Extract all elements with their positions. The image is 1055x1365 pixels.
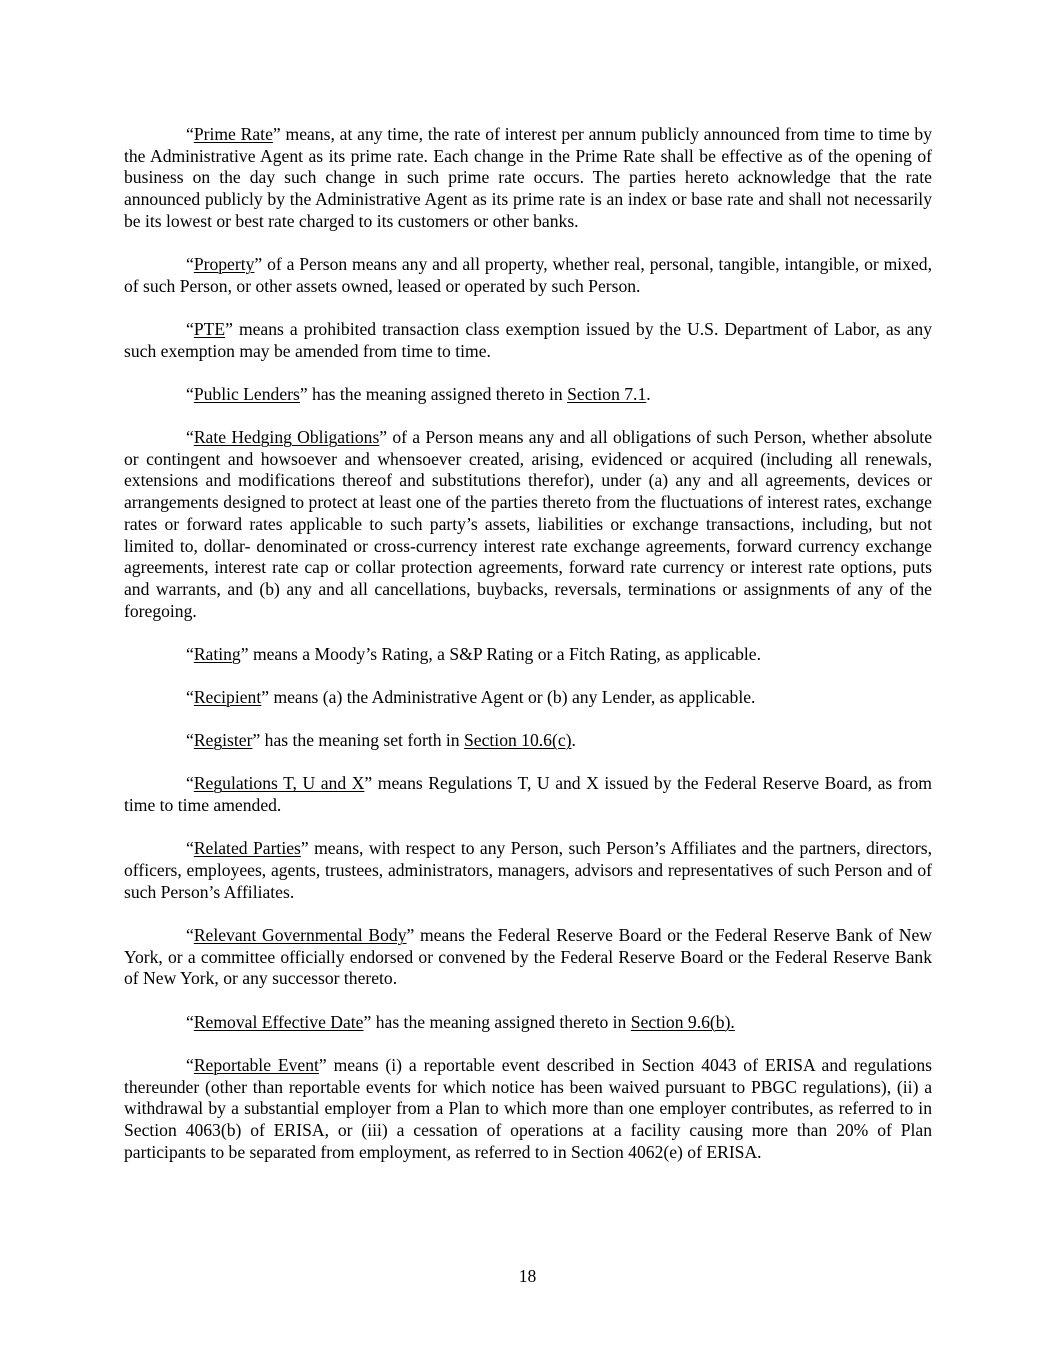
defined-term: Regulations T, U and X (193, 773, 365, 794)
defined-term: Recipient (193, 687, 262, 708)
definition-text: ” means (i) a reportable event described in Section 4043 of ERISA and regulations thereunder (other than reportable events for which notice has been waived pursuant to PBGC regulations), (ii) a withdrawal by a substantial employer from a Plan to which more than one employer contributes, as referred to in Section 4063(b) of ERISA, or (iii) a cessation of operations at a facility causing more than 20% of Plan participants to be separated from employment, as referred to in Section 4062(e) of ERISA. (124, 1054, 932, 1162)
section-reference: Section 7.1 (567, 383, 647, 404)
definition-rate-hedging-obligations: “Rate Hedging Obligations” of a Person means any and all obligations of such Person, whether absolute or contingent and howsoever and whensoever created, arising, evidenced or acquired (including all renewals, extensions and modifications thereof and substitutions therefor), under (a) any and all agreements, devices or arrangements designed to protect at least one of the parties thereto from the fluctuations of interest rates, exchange rates or forward rates applicable to such party’s assets, liabilities or exchange transactions, including, but not limited to, dollar- denominated or cross-currency interest rate exchange agreements, forward currency exchange agreements, interest rate cap or collar protection agreements, forward rate currency or interest rate options, puts and warrants, and (b) any and all cancellations, buybacks, reversals, terminations or assignments of any of the foregoing. (124, 427, 932, 621)
definition-relevant-governmental-body: “Relevant Governmental Body” means the Federal Reserve Board or the Federal Reserve Bank of New York, or a committee officially endorsed or convened by the Federal Reserve Board or the Federal Reserve Bank of New York, or any successor thereto. (124, 924, 932, 989)
definition-text: ” has the meaning assigned thereto in (363, 1011, 631, 1032)
defined-term: Reportable Event (193, 1054, 319, 1075)
definition-removal-effective-date: “Removal Effective Date” has the meaning assigned thereto in Section 9.6(b). (186, 1011, 735, 1032)
definition-text: ” means a Moody’s Rating, a S&P Rating or a Fitch Rating, as applicable. (240, 643, 761, 664)
definition-text: ” means, with respect to any Person, such Person’s Affiliates and the partners, directors, officers, employees, agents, trustees, administrators, managers, advisors and representatives of such Person and of such Person’s Affiliates. (124, 838, 932, 902)
page-number: 18 (518, 1266, 537, 1286)
definition-public-lenders: “Public Lenders” has the meaning assigned thereto in Section 7.1. (186, 383, 651, 404)
section-reference: Section 10.6(c) (464, 730, 572, 751)
defined-term: Register (193, 730, 253, 751)
definition-pte: “PTE” means a prohibited transaction class exemption issued by the U.S. Department of Labor, as any such exemption may be amended from time to time. (124, 318, 932, 361)
definition-related-parties: “Related Parties” means, with respect to any Person, such Person’s Affiliates and the partners, directors, officers, employees, agents, trustees, administrators, managers, advisors and representatives of such Person and of such Person’s Affiliates. (124, 838, 932, 902)
defined-term: Rating (193, 643, 241, 664)
definition-text: ” means Regulations T, U and X issued by the Federal Reserve Board, as from time to time amended. (124, 773, 932, 816)
definition-recipient: “Recipient” means (a) the Administrative Agent or (b) any Lender, as applicable. (186, 687, 756, 708)
definition-text: ” means, at any time, the rate of interest per annum publicly announced from time to time by the Administrative Agent as its prime rate. Each change in the Prime Rate shall be effective as of the opening of business on the day such change in such prime rate occurs. The parties hereto acknowledge that the rate announced publicly by the Administrative Agent as its prime rate is an index or base rate and shall not necessarily be its lowest or best rate charged to its customers or other banks. (124, 124, 932, 231)
definition-text: ” of a Person means any and all obligations of such Person, whether absolute or contingent and howsoever and whensoever created, arising, evidenced or acquired (including all renewals, extensions and modifications thereof and substitutions therefor), under (a) any and all agreements, devices or arrangements designed to protect at least one of the parties thereto from the fluctuations of interest rates, exchange rates or forward rates applicable to such party’s assets, liabilities or exchange transactions, including, but not limited to, dollar- denominated or cross-currency interest rate exchange agreements, forward currency exchange agreements, interest rate cap or collar protection agreements, forward rate currency or interest rate options, puts and warrants, and (b) any and all cancellations, buybacks, reversals, terminations or assignments of any of the foregoing. (124, 427, 932, 621)
definitions-list (124, 124, 932, 1185)
definition-text: ” of a Person means any and all property, whether real, personal, tangible, intangible, or mixed, of such Person, or other assets owned, leased or operated by such Person. (124, 254, 932, 296)
defined-term: Public Lenders (193, 383, 300, 404)
definition-regulations-t-u-x: “Regulations T, U and X” means Regulations T, U and X issued by the Federal Reserve Board, as from time to time amended. (124, 773, 932, 816)
definition-text: ” means the Federal Reserve Board or the Federal Reserve Bank of New York, or a committee officially endorsed or convened by the Federal Reserve Board or the Federal Reserve Bank of New York, or any successor thereto. (124, 924, 932, 989)
defined-term: Rate Hedging Obligations (193, 427, 380, 448)
definition-prime-rate: “Prime Rate” means, at any time, the rate of interest per annum publicly announced from time to time by the Administrative Agent as its prime rate. Each change in the Prime Rate shall be effective as of the opening of business on the day such change in such prime rate occurs. The parties hereto acknowledge that the rate announced publicly by the Administrative Agent as its prime rate is an index or base rate and shall not necessarily be its lowest or best rate charged to its customers or other banks. (124, 124, 932, 231)
definition-property: “Property” of a Person means any and all property, whether real, personal, tangible, intangible, or mixed, of such Person, or other assets owned, leased or operated by such Person. (124, 254, 932, 296)
definition-text: ” means (a) the Administrative Agent or (b) any Lender, as applicable. (261, 687, 756, 708)
definition-rating: “Rating” means a Moody’s Rating, a S&P Rating or a Fitch Rating, as applicable. (186, 643, 761, 664)
defined-term: Property (193, 254, 255, 275)
defined-term: PTE (193, 318, 226, 339)
definition-reportable-event: “Reportable Event” means (i) a reportable event described in Section 4043 of ERISA and regulations thereunder (other than reportable events for which notice has been waived pursuant to PBGC regulations), (ii) a withdrawal by a substantial employer from a Plan to which more than one employer contributes, as referred to in Section 4063(b) of ERISA, or (iii) a cessation of operations at a facility causing more than 20% of Plan participants to be separated from employment, as referred to in Section 4062(e) of ERISA. (124, 1054, 932, 1162)
section-reference: Section 9.6(b). (630, 1011, 735, 1032)
definition-text: ” has the meaning set forth in (252, 730, 465, 751)
defined-term: Removal Effective Date (193, 1011, 364, 1032)
defined-term: Prime Rate (193, 124, 273, 144)
definition-register: “Register” has the meaning set forth in Section 10.6(c). (186, 730, 576, 751)
defined-term: Related Parties (193, 838, 301, 859)
definition-text: ” has the meaning assigned thereto in (299, 383, 568, 404)
definition-text: ” means a prohibited transaction class exemption issued by the U.S. Department of Labor, as any such exemption may be amended from time to time. (124, 318, 932, 361)
defined-term: Relevant Governmental Body (193, 924, 407, 945)
